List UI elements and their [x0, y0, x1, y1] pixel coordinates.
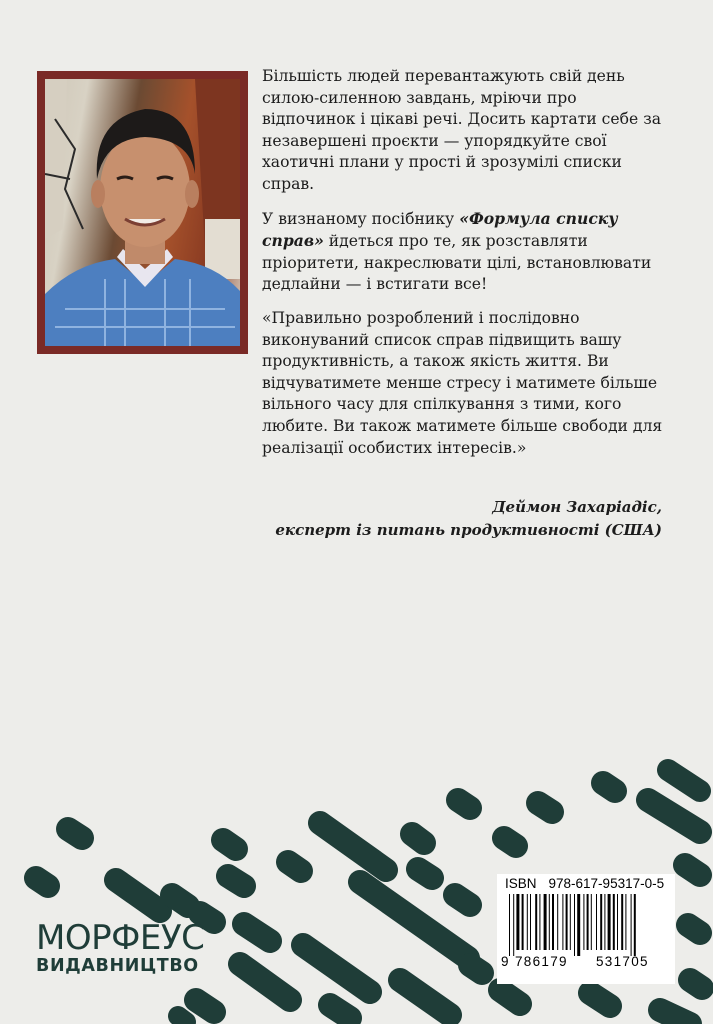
barcode-bars	[501, 894, 671, 956]
barcode-bar	[522, 894, 524, 950]
barcode-bar	[552, 894, 554, 950]
back-cover-blurb	[262, 66, 667, 471]
barcode-bar	[634, 894, 636, 956]
barcode-bar	[544, 894, 547, 950]
barcode-bar	[583, 894, 584, 950]
barcode-bar	[539, 894, 540, 950]
barcode-bar	[631, 894, 632, 956]
barcode-bar	[516, 894, 519, 950]
barcode-bar	[566, 894, 568, 950]
barcode-bar	[570, 894, 571, 950]
isbn-barcode	[497, 874, 675, 984]
blurb-paragraph-2-lead: У визнаному посібнику	[262, 209, 460, 228]
blurb-paragraph-1: Більшість людей перевантажують свій день силою-силенною завдань, мріючи про відпочинок і цікаві речі. Досить картати себе за незавершені проєкти — упорядкуйте свої хаотичні плани у прості й зрозумілі списки справ.	[262, 67, 662, 193]
barcode-bar	[621, 894, 623, 950]
book-title: «Формула списку справ»	[262, 208, 618, 251]
author-photo	[45, 79, 240, 346]
blurb-paragraph-2	[262, 208, 667, 296]
barcode-bar	[513, 894, 514, 956]
author-portrait-illustration	[45, 79, 240, 346]
barcode-bar	[574, 894, 575, 956]
publisher-name: МОРФЕУС	[36, 918, 205, 958]
barcode-digits	[501, 955, 671, 969]
blurb-paragraph-2-rest: йдеться про те, як розставляти пріоритети, накреслювати цілі, встановлювати дедлайни — і встигати все!	[262, 232, 652, 294]
barcode-bar	[530, 894, 531, 950]
publisher-logo	[36, 920, 204, 976]
barcode-digits-right: 531705	[596, 954, 649, 969]
author-photo-frame	[37, 71, 248, 354]
author-quote: «Правильно розроблений і послідовно виконуваний список справ підвищить вашу продуктивність, а також якість життя. Ви відчуватимете менше стресу і матимете більше вільного часу для спілкування з тими, кого любите. Ви також матимете більше свободи для реалізації особистих інтересів.»	[262, 308, 663, 457]
barcode-bar	[625, 894, 626, 950]
isbn-line	[501, 876, 671, 892]
barcode-digit-first: 9	[501, 954, 509, 969]
attribution-name: Деймон Захаріадіс,	[492, 498, 662, 516]
isbn-label: ISBN	[505, 876, 537, 891]
isbn-number: 978-617-95317-0-5	[548, 876, 665, 891]
barcode-bar	[617, 894, 618, 950]
barcode-bar	[549, 894, 550, 950]
attribution-role: експерт із питань продуктивності (США)	[275, 521, 662, 539]
barcode-bar	[509, 894, 510, 956]
barcode-bar	[587, 894, 589, 950]
barcode-bar	[562, 894, 563, 950]
barcode-bar	[608, 894, 611, 950]
barcode-bar	[604, 894, 605, 950]
barcode-bar	[596, 894, 597, 950]
barcode-bar	[557, 894, 558, 950]
barcode-bar	[577, 894, 580, 956]
barcode-digits-left: 786179	[515, 954, 568, 969]
barcode-bar	[535, 894, 537, 950]
publisher-subtitle: ВИДАВНИЦТВО	[36, 956, 199, 976]
barcode-bar	[600, 894, 602, 950]
quote-attribution	[275, 496, 662, 542]
barcode-bar	[613, 894, 615, 950]
barcode-bar	[527, 894, 528, 950]
barcode-bar	[591, 894, 592, 950]
